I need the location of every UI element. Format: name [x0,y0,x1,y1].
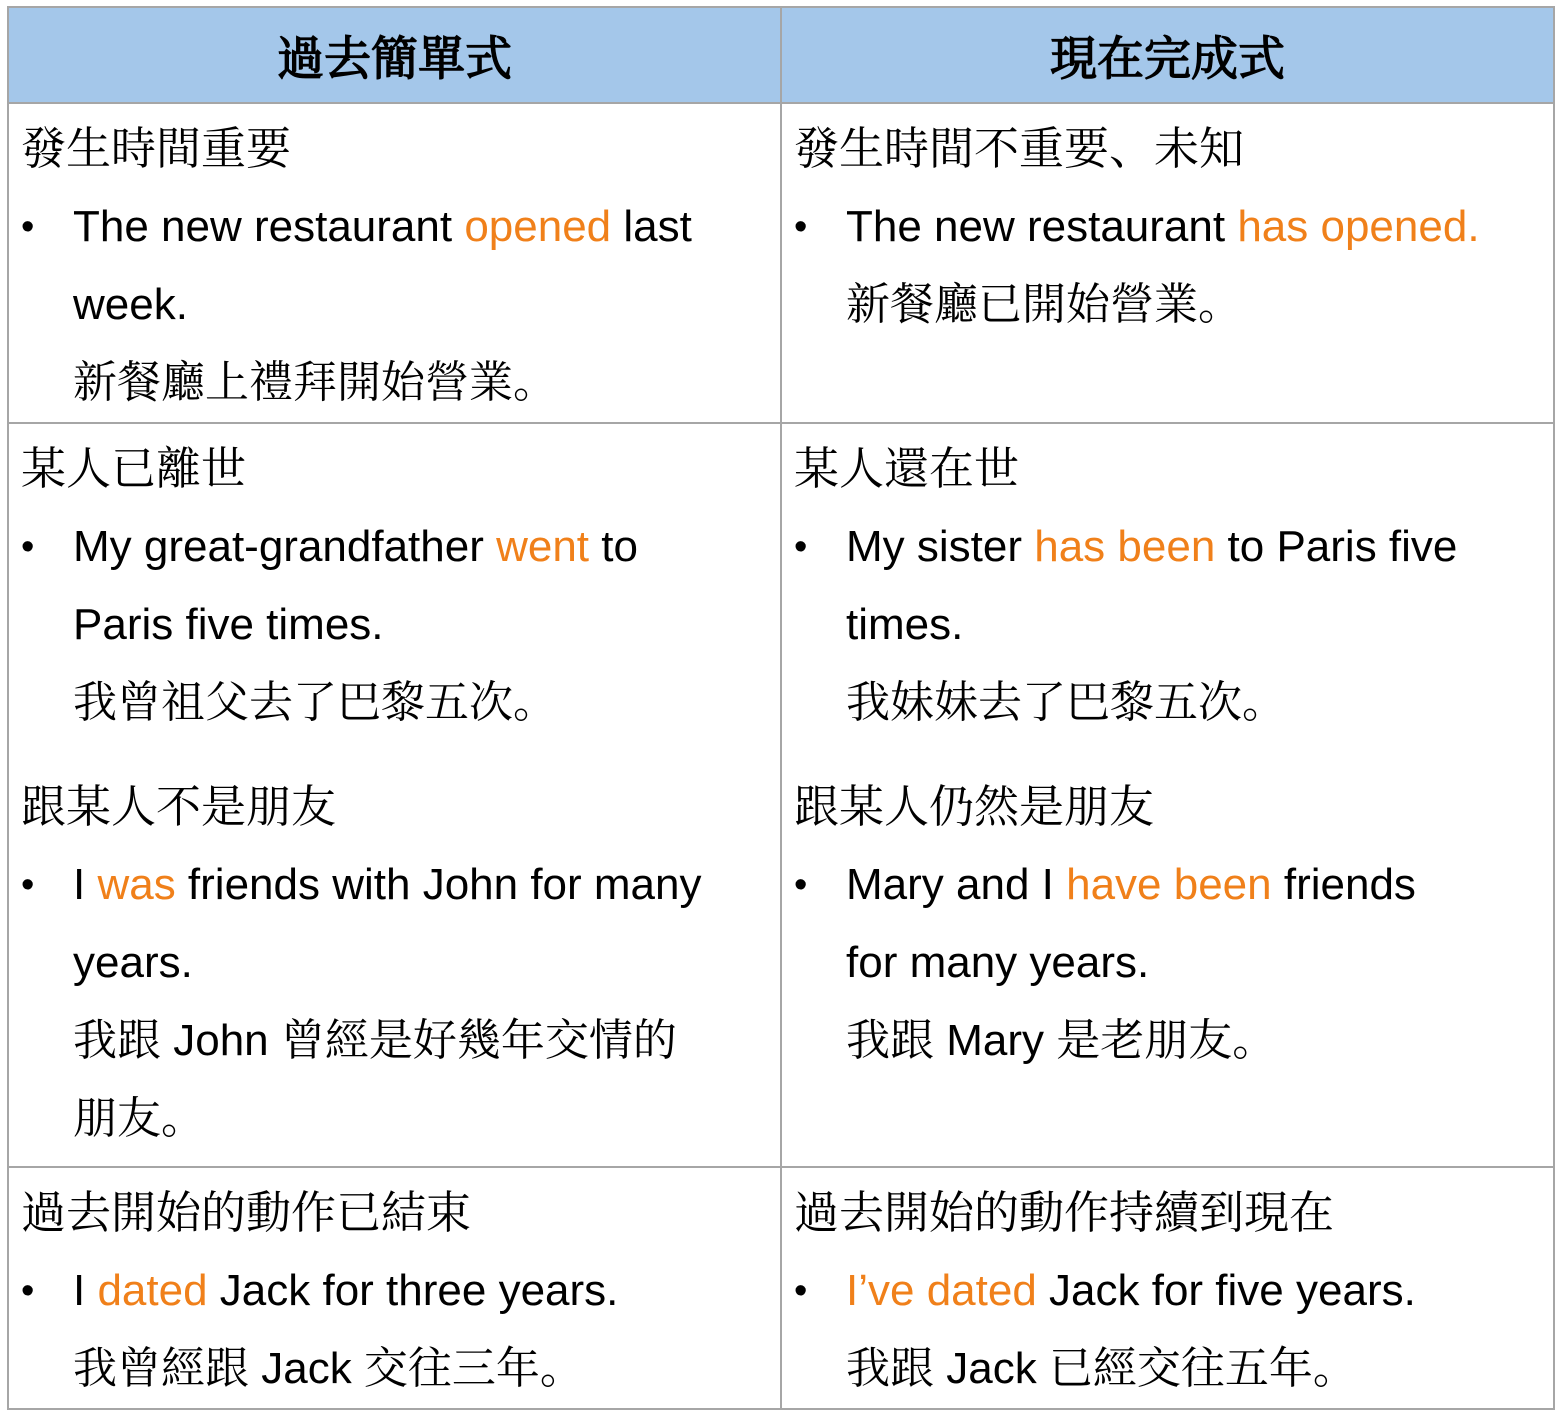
column-header-present-perfect: 現在完成式 [781,7,1554,103]
example-sentence [73,508,772,586]
example-item [794,846,1545,1080]
sentence-translation: 我曾祖父去了巴黎五次。 [73,678,557,727]
usage-heading: 過去開始的動作已結束 [21,1187,472,1238]
bullet-icon: • [21,526,35,568]
example-content [846,1252,1545,1408]
example-sentence [846,508,1545,586]
example-sentence [846,586,1545,664]
sentence-segment: times. [846,600,964,649]
table-row [8,103,1554,423]
example-sentence [73,846,772,924]
example-item [21,508,772,742]
sentence-segment: to [589,522,638,571]
sentence-translation: 我跟 Jack 已經交往五年。 [846,1344,1357,1393]
sentence-highlight: dated [97,1266,208,1315]
example-content [846,846,1545,1080]
usage-section [21,110,772,422]
sentence-highlight: I’ve dated [846,1266,1037,1315]
usage-heading: 某人還在世 [794,443,1020,494]
table-row [8,423,1554,1167]
example-item [794,188,1545,344]
sentence-segment: week. [73,280,188,329]
sentence-segment: I [73,860,98,909]
usage-heading: 發生時間不重要、未知 [794,123,1245,174]
bullet-icon: • [21,1270,35,1312]
cell-past-simple-time-important [8,103,781,423]
example-content [73,188,772,422]
example-item [21,846,772,1158]
usage-section [21,1174,772,1408]
sentence-segment: Jack for three years. [207,1266,619,1315]
sentence-segment: to Paris five [1215,522,1458,571]
example-sentence [73,188,772,266]
table-header-row [8,7,1554,103]
example-item [21,1252,772,1408]
bullet-icon: • [794,206,808,248]
sentence-segment: My great-grandfather [73,522,497,571]
usage-section [21,768,772,1158]
example-content [73,1252,772,1408]
sentence-translation: 我跟 Mary 是老朋友。 [846,1016,1277,1065]
sentence-segment: I [73,1266,98,1315]
usage-section [794,1174,1545,1408]
example-sentence [73,924,772,1002]
sentence-translation: 新餐廳上禮拜開始營業。 [73,358,557,407]
sentence-translation: 我跟 John 曾經是好幾年交情的 [73,1016,677,1065]
example-content [73,508,772,742]
sentence-segment: The new restaurant [73,202,465,251]
usage-section [794,768,1545,1080]
example-sentence [846,1252,1545,1330]
cell-past-simple-action-ended [8,1167,781,1409]
cell-past-simple-deceased-notfriends [8,423,781,1167]
example-item [21,188,772,422]
example-content [73,846,772,1158]
sentence-highlight: was [97,860,176,909]
sentence-highlight: has opened. [1237,202,1480,251]
example-sentence [846,188,1545,266]
column-header-past-simple: 過去簡單式 [8,7,781,103]
bullet-icon: • [794,526,808,568]
example-sentence [73,586,772,664]
sentence-translation: 我曾經跟 Jack 交往三年。 [73,1344,584,1393]
example-content [846,508,1545,742]
bullet-icon: • [794,864,808,906]
sentence-segment: Paris five times. [73,600,384,649]
example-sentence [846,846,1545,924]
sentence-highlight: have been [1066,860,1272,909]
usage-heading: 過去開始的動作持續到現在 [794,1187,1335,1238]
usage-heading: 某人已離世 [21,443,247,494]
sentence-segment: last [611,202,692,251]
sentence-segment: The new restaurant [846,202,1238,251]
example-sentence [73,1252,772,1330]
bullet-icon: • [794,1270,808,1312]
example-item [794,1252,1545,1408]
cell-present-perfect-action-continues [781,1167,1554,1409]
bullet-icon: • [21,864,35,906]
example-sentence [846,924,1545,1002]
sentence-segment: friends with John for many [175,860,702,909]
sentence-segment: My sister [846,522,1035,571]
sentence-translation: 朋友。 [73,1094,205,1143]
bullet-icon: • [21,206,35,248]
sentence-segment: years. [73,938,193,987]
sentence-highlight: opened [464,202,612,251]
usage-heading: 跟某人仍然是朋友 [794,781,1155,832]
usage-heading: 跟某人不是朋友 [21,781,337,832]
usage-section [794,430,1545,742]
sentence-segment: for many years. [846,938,1150,987]
tense-comparison-table [7,6,1555,1410]
sentence-segment: friends [1271,860,1416,909]
sentence-translation: 新餐廳已開始營業。 [846,280,1242,329]
sentence-translation: 我妹妹去了巴黎五次。 [846,678,1286,727]
sentence-segment: Jack for five years. [1036,1266,1416,1315]
usage-section [794,110,1545,344]
cell-present-perfect-alive-stillfriends [781,423,1554,1167]
table-row [8,1167,1554,1409]
example-content [846,188,1545,344]
sentence-segment: Mary and I [846,860,1067,909]
usage-heading: 發生時間重要 [21,123,292,174]
example-sentence [73,266,772,344]
usage-section [21,430,772,742]
cell-present-perfect-time-unimportant [781,103,1554,423]
example-item [794,508,1545,742]
sentence-highlight: went [496,522,590,571]
sentence-highlight: has been [1034,522,1216,571]
